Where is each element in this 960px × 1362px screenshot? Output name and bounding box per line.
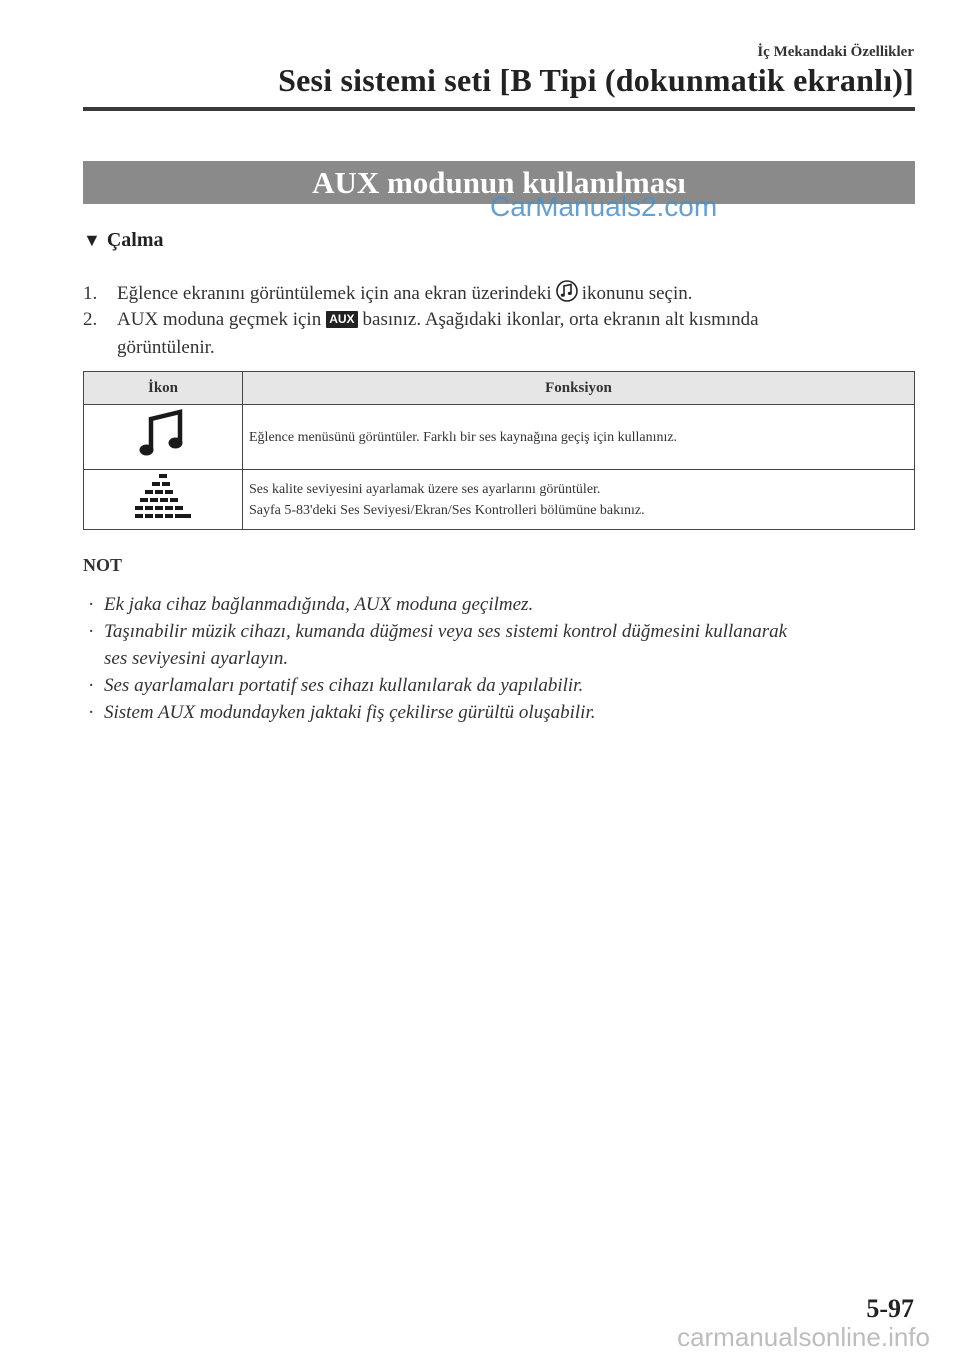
list-item xyxy=(88,591,918,618)
music-note-icon xyxy=(138,450,188,465)
list-item xyxy=(88,672,918,699)
section-title: İç Mekandaki Özellikler xyxy=(757,44,914,60)
function-description xyxy=(243,405,915,470)
note-text: Ek jaka cihaz bağlanmadığında, AUX moduna geçilmez. xyxy=(104,594,534,615)
function-description xyxy=(243,470,915,530)
note-label: NOT xyxy=(83,555,123,575)
aux-badge: AUX xyxy=(326,311,357,328)
footer-watermark: carmanualsonline.info xyxy=(677,1322,930,1352)
step-2-continuation: görüntülenir. xyxy=(117,337,215,358)
icon-cell xyxy=(84,405,243,470)
equalizer-icon xyxy=(135,511,191,526)
triangle-marker: ▼ xyxy=(83,230,101,250)
step-text-end: basınız. Aşağıdaki ikonlar, orta ekranın alt kısmında xyxy=(362,309,759,330)
step-number: 2. xyxy=(83,309,98,330)
icon-function-table xyxy=(83,371,915,530)
topic-banner: AUX modunun kullanılması xyxy=(83,161,915,204)
note-text: Sistem AUX modundayken jaktaki fiş çekilirse gürültü oluşabilir. xyxy=(104,702,596,723)
bullet: · xyxy=(88,675,95,696)
note-list xyxy=(88,591,918,726)
description-line: Ses kalite seviyesini ayarlamak üzere ses ayarlarını görüntüler. xyxy=(249,481,601,497)
subheading-text: Çalma xyxy=(106,229,164,251)
description-line: Eğlence menüsünü görüntüler. Farklı bir ses kaynağına geçiş için kullanınız. xyxy=(249,429,678,445)
step-text: AUX moduna geçmek için xyxy=(117,309,322,330)
note-text: Ses ayarlamaları portatif ses cihazı kullanılarak da yapılabilir. xyxy=(104,675,584,696)
watermark-text: CarManuals2.com xyxy=(490,191,718,222)
step-number: 1. xyxy=(83,283,98,304)
list-item xyxy=(88,699,918,726)
column-header-icon: İkon xyxy=(84,372,243,405)
subheading xyxy=(83,229,164,252)
note-text-continuation: ses seviyesini ayarlayın. xyxy=(104,648,289,669)
step-text-end: ikonunu seçin. xyxy=(581,283,693,304)
step-text: Eğlence ekranını görüntülemek için ana ekran üzerindeki xyxy=(117,283,552,304)
chapter-title: Sesi sistemi seti [B Tipi (dokunmatik ekranlı)] xyxy=(278,62,914,98)
description-line: Sayfa 5-83'deki Ses Seviyesi/Ekran/Ses Kontrolleri bölümüne bakınız. xyxy=(249,502,645,518)
step-2 xyxy=(83,307,759,333)
page-number: 5-97 xyxy=(866,1294,914,1323)
bullet: · xyxy=(88,621,95,642)
note-text: Taşınabilir müzik cihazı, kumanda düğmesi veya ses sistemi kontrol düğmesini kullanarak xyxy=(104,621,788,642)
list-item xyxy=(88,618,918,672)
bullet: · xyxy=(88,594,95,615)
bullet: · xyxy=(88,702,95,723)
table-row xyxy=(84,405,915,470)
table-row xyxy=(84,470,915,530)
column-header-function: Fonksiyon xyxy=(243,372,915,405)
header-divider xyxy=(83,107,915,111)
icon-cell xyxy=(84,470,243,530)
table-header-row xyxy=(84,372,915,405)
